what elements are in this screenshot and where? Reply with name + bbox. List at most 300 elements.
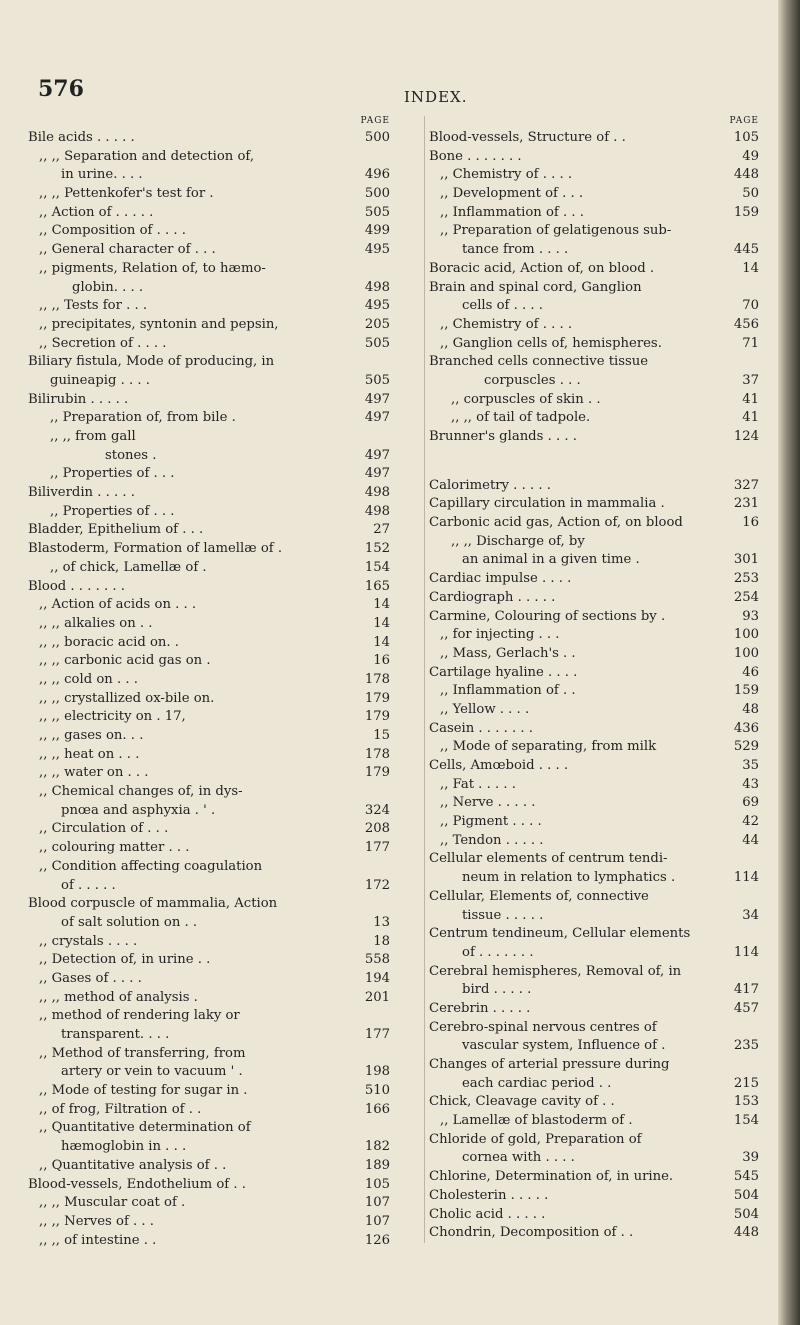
index-entry <box>28 1194 390 1213</box>
index-entry-text: ,, Inflammation of . . <box>440 683 576 699</box>
column-header-page: PAGE <box>360 116 390 126</box>
index-entry-page: 254 <box>733 589 759 605</box>
index-entry-page: 177 <box>364 1027 390 1042</box>
index-entry-text: Cerebrin . . . . . <box>429 1000 531 1016</box>
index-entry-page: 15 <box>373 728 390 743</box>
index-entry-text: Chlorine, Determination of, in urine. <box>429 1169 674 1185</box>
index-entry-text: ,, Preparation of, from bile . <box>50 410 236 426</box>
index-entry <box>28 559 390 578</box>
index-entry <box>28 335 390 354</box>
index-entry <box>429 1019 759 1038</box>
index-entry-text: Cardiac impulse . . . . <box>429 571 572 587</box>
index-entry-text: Cerebro-spinal nervous centres of <box>429 1019 657 1035</box>
index-entry-page: 498 <box>364 485 390 501</box>
index-column-right <box>424 116 759 1243</box>
index-entry-page: 505 <box>364 335 390 351</box>
index-entry <box>429 757 759 776</box>
index-entry-text: ,, Secretion of . . . . <box>39 335 167 351</box>
index-entry-page: 100 <box>733 645 759 661</box>
index-entry <box>28 1176 390 1195</box>
index-entry-page: 42 <box>742 814 759 830</box>
index-entry-page: 500 <box>364 186 390 202</box>
index-entry-text: ,, ,, Tests for . . . <box>39 298 148 314</box>
index-entry-text: ,, General character of . . . <box>39 242 216 258</box>
index-entry-text: Carbonic acid gas, Action of, on blood <box>429 515 683 531</box>
index-entry-text: ,, pigments, Relation of, to hæmo- <box>39 260 266 276</box>
index-entry-text: ,, Quantitative determination of <box>39 1120 251 1136</box>
index-entry <box>28 1138 390 1157</box>
index-entry-page: 497 <box>364 410 390 426</box>
index-entry-text: ,, ,, alkalies on . . <box>39 615 153 631</box>
index-entry-text: ,, Mode of testing for sugar in . <box>39 1083 248 1099</box>
index-entry <box>429 297 759 316</box>
index-entry <box>429 1075 759 1094</box>
index-entry-page: 154 <box>733 1113 759 1129</box>
index-entry-text: ,, Tendon . . . . . <box>440 832 544 848</box>
index-entry-page: 35 <box>742 758 759 773</box>
index-entry-page: 107 <box>364 1195 390 1211</box>
index-entry-text: Cells, Amœboid . . . . <box>429 758 569 773</box>
index-entry <box>429 495 759 514</box>
index-entry <box>429 1206 759 1225</box>
index-entry-text: bird . . . . . <box>462 982 532 998</box>
index-entry-page: 179 <box>364 709 390 725</box>
index-entry <box>429 260 759 279</box>
index-entry <box>28 989 390 1008</box>
index-entry-page: 205 <box>364 316 390 332</box>
index-entry <box>429 720 759 739</box>
index-entry-page: 456 <box>733 316 759 332</box>
index-entry-text: Capillary circulation in mammalia . <box>429 496 665 512</box>
index-entry-page: 107 <box>364 1213 390 1229</box>
index-entry <box>429 409 759 428</box>
index-entry <box>28 671 390 690</box>
index-entry-page: 27 <box>373 522 390 538</box>
index-entry-text: ,, ,, water on . . . <box>39 765 149 781</box>
index-entry <box>28 129 390 148</box>
index-entry-text: ,, ,, cold on . . . <box>39 671 138 687</box>
index-entry-page: 201 <box>364 989 390 1005</box>
index-entry <box>429 1187 759 1206</box>
index-entry-text: vascular system, Influence of . <box>462 1038 666 1054</box>
index-entry-page: 114 <box>733 944 759 960</box>
index-entry-text: Brunner's glands . . . . <box>429 429 577 444</box>
index-entry <box>28 764 390 783</box>
index-entry-page: 16 <box>373 653 390 669</box>
index-entry <box>429 1037 759 1056</box>
index-entry-page: 124 <box>733 429 759 444</box>
index-entry-text: ,, Chemical changes of, in dys- <box>39 784 243 800</box>
index-entry-page: 496 <box>364 167 390 183</box>
index-entry-text: tance from . . . . <box>462 242 569 258</box>
index-entry-text: ,, method of rendering laky or <box>39 1008 240 1024</box>
index-entry-page: 13 <box>373 914 390 930</box>
index-entry <box>28 652 390 671</box>
index-entry <box>28 353 390 372</box>
index-entry-page: 43 <box>742 776 759 792</box>
index-entry <box>28 1007 390 1026</box>
index-entry-text: ,, Composition of . . . . <box>39 223 186 239</box>
index-entry <box>28 1157 390 1176</box>
index-entry-text: ,, Properties of . . . <box>50 503 175 519</box>
index-entry-page: 159 <box>733 204 759 220</box>
index-entry-page: 179 <box>364 690 390 706</box>
index-entry-page: 182 <box>364 1139 390 1155</box>
index-entries-left <box>28 129 390 1250</box>
index-entry <box>28 540 390 559</box>
index-entry <box>28 185 390 204</box>
index-entry <box>429 514 759 533</box>
index-entry <box>28 634 390 653</box>
index-entry-text: Chick, Cleavage cavity of . . <box>429 1094 615 1110</box>
index-entry-page: 495 <box>364 242 390 258</box>
index-entry-text: ,, Ganglion cells of, hemispheres. <box>440 335 662 351</box>
index-entry <box>28 503 390 522</box>
index-entry <box>28 521 390 540</box>
index-entry-text: Cerebral hemispheres, Removal of, in <box>429 963 682 979</box>
section-gap <box>429 447 759 477</box>
index-entry-text: Brain and spinal cord, Ganglion <box>429 279 642 295</box>
index-entry-page: 152 <box>364 541 390 557</box>
index-entry <box>429 850 759 869</box>
index-entry-page: 48 <box>742 701 759 717</box>
index-entry-text: stones . <box>105 447 157 463</box>
index-entry-page: 18 <box>373 933 390 949</box>
index-entry-text: corpuscles . . . <box>484 372 581 388</box>
index-entry-text: Cellular, Elements of, connective <box>429 888 649 904</box>
index-entry-text: Blood corpuscle of mammalia, Action <box>28 896 278 912</box>
index-entry <box>429 551 759 570</box>
index-entry-text: Biliary fistula, Mode of producing, in <box>28 354 275 370</box>
index-entry <box>28 260 390 279</box>
index-entry-page: 100 <box>733 627 759 643</box>
index-entry <box>28 858 390 877</box>
index-entry-page: 215 <box>733 1075 759 1091</box>
index-entry <box>429 963 759 982</box>
index-entry-text: ,, corpuscles of skin . . <box>451 391 601 407</box>
index-entry <box>28 447 390 466</box>
index-entry-text: ,, precipitates, syntonin and pepsin, <box>39 316 279 332</box>
index-entry-page: 16 <box>742 515 759 531</box>
index-entry-page: 44 <box>742 832 759 848</box>
index-entry-text: ,, Yellow . . . . <box>440 701 530 717</box>
index-entry <box>429 477 759 496</box>
index-entry-text: ,, ,, Separation and detection of, <box>39 148 255 164</box>
index-entry <box>28 802 390 821</box>
index-entry-text: Centrum tendineum, Cellular elements <box>429 926 691 942</box>
index-entry <box>429 944 759 963</box>
index-entry-text: Calorimetry . . . . . <box>429 477 551 493</box>
index-entry <box>28 895 390 914</box>
index-entry <box>28 1232 390 1251</box>
index-entry-text: ,, crystals . . . . <box>39 933 138 949</box>
index-entry <box>28 316 390 335</box>
index-entry-page: 14 <box>373 634 390 650</box>
index-entry-page: 324 <box>364 802 390 818</box>
index-entry <box>28 241 390 260</box>
index-entry-page: 39 <box>742 1150 759 1166</box>
index-entry <box>429 316 759 335</box>
index-entry-page: 159 <box>733 683 759 699</box>
index-entry-page: 498 <box>364 503 390 519</box>
index-entry-text: artery or vein to vacuum ' . <box>61 1064 243 1080</box>
index-entry <box>28 727 390 746</box>
index-entry-text: ,, Properties of . . . <box>50 466 175 482</box>
index-entry-page: 71 <box>742 335 759 351</box>
index-entry-text: ,, colouring matter . . . <box>39 840 190 856</box>
index-entry-page: 70 <box>742 298 759 314</box>
index-entry <box>429 794 759 813</box>
index-entry-text: Blood-vessels, Structure of . . <box>429 130 626 145</box>
index-entry-page: 253 <box>733 571 759 587</box>
index-entry <box>429 204 759 223</box>
index-entry-text: ,, Action of acids on . . . <box>39 597 197 613</box>
index-entry-text: ,, Gases of . . . . <box>39 970 142 986</box>
index-entry-text: ,, Mode of separating, from milk <box>440 739 657 755</box>
index-entry-text: neum in relation to lymphatics . <box>462 870 676 886</box>
index-entry-text: ,, Detection of, in urine . . <box>39 952 211 968</box>
index-entry <box>429 533 759 552</box>
index-entry-page: 504 <box>733 1206 759 1222</box>
index-entry-text: Branched cells connective tissue <box>429 354 649 370</box>
index-entry <box>429 776 759 795</box>
index-entry <box>28 615 390 634</box>
index-entry <box>28 708 390 727</box>
index-entry <box>28 279 390 298</box>
index-entry <box>429 981 759 1000</box>
index-entry <box>429 166 759 185</box>
index-entry-text: Changes of arterial pressure during <box>429 1057 670 1072</box>
index-entry <box>28 204 390 223</box>
index-entry <box>429 608 759 627</box>
index-entry-text: Casein . . . . . . . <box>429 720 533 736</box>
index-entry-page: 178 <box>364 746 390 762</box>
index-entry-text: ,, Condition affecting coagulation <box>39 858 263 874</box>
index-entry <box>429 1112 759 1131</box>
index-entry <box>28 690 390 709</box>
index-entry <box>28 970 390 989</box>
index-entry-text: Bladder, Epithelium of . . . <box>28 522 204 538</box>
index-entry <box>28 465 390 484</box>
index-entry-page: 41 <box>742 410 759 426</box>
index-entry-text: ,, ,, heat on . . . <box>39 746 140 762</box>
index-entry-text: ,, Mass, Gerlach's . . <box>440 645 576 661</box>
index-entry-page: 49 <box>742 148 759 164</box>
column-header-page: PAGE <box>729 116 759 126</box>
index-entry-page: 37 <box>742 372 759 388</box>
index-entry-text: Boracic acid, Action of, on blood . <box>429 260 655 276</box>
index-entry <box>28 409 390 428</box>
index-entry <box>429 682 759 701</box>
index-entry-page: 497 <box>364 447 390 463</box>
index-entry-text: Cardiograph . . . . . <box>429 589 556 605</box>
index-entry-text: ,, ,, method of analysis . <box>39 989 198 1005</box>
index-entry-page: 495 <box>364 298 390 314</box>
index-entry-page: 529 <box>733 739 759 755</box>
index-entry-page: 510 <box>364 1083 390 1099</box>
index-entry-page: 153 <box>733 1094 759 1110</box>
index-entry-text: ,, ,, carbonic acid gas on . <box>39 653 211 669</box>
index-entry-page: 558 <box>364 952 390 968</box>
index-entry-page: 499 <box>364 223 390 239</box>
index-entry-text: ,, ,, electricity on . 17, <box>39 709 186 725</box>
index-entry <box>429 222 759 241</box>
index-entry-text: Chondrin, Decomposition of . . <box>429 1225 634 1241</box>
index-entry-page: 448 <box>733 1225 759 1241</box>
index-entry-text: ,, ,, of intestine . . <box>39 1232 157 1248</box>
index-entry <box>429 148 759 167</box>
index-entry-text: of . . . . . <box>61 877 116 893</box>
index-entry <box>28 933 390 952</box>
index-entry-page: 14 <box>373 615 390 631</box>
index-entry-text: ,, Method of transferring, from <box>39 1045 246 1061</box>
index-entry-page: 457 <box>733 1000 759 1016</box>
index-entry-text: Cholesterin . . . . . <box>429 1187 549 1203</box>
index-entry <box>429 925 759 944</box>
index-entry-page: 69 <box>742 795 759 811</box>
index-entry <box>429 888 759 907</box>
index-entry <box>28 297 390 316</box>
index-entry-page: 445 <box>733 242 759 258</box>
index-entry <box>28 820 390 839</box>
index-entry-page: 114 <box>733 870 759 886</box>
index-entry-page: 179 <box>364 765 390 781</box>
index-entry <box>28 839 390 858</box>
index-entry <box>429 701 759 720</box>
index-entry <box>28 222 390 241</box>
page-number: 576 <box>38 76 84 102</box>
index-entry <box>429 353 759 372</box>
index-entry <box>429 645 759 664</box>
index-entry-text: Bone . . . . . . . <box>429 148 522 164</box>
index-entry-text: of salt solution on . . <box>61 914 198 930</box>
index-entry <box>429 832 759 851</box>
index-entry-text: ,, ,, from gall <box>50 429 136 444</box>
index-entry-text: ,, ,, Nerves of . . . <box>39 1213 154 1229</box>
index-entry <box>429 129 759 148</box>
index-entry <box>429 185 759 204</box>
index-entry-text: ,, Quantitative analysis of . . <box>39 1157 227 1173</box>
index-entry-page: 301 <box>733 552 759 568</box>
index-entry-text: Chloride of gold, Preparation of <box>429 1131 642 1147</box>
index-entry-page: 14 <box>742 260 759 276</box>
index-entry-text: ,, ,, Discharge of, by <box>451 533 585 549</box>
index-entry-text: an animal in a given time . <box>462 552 640 568</box>
index-entry-text: in urine. . . . <box>61 167 143 183</box>
index-entry-page: 448 <box>733 167 759 183</box>
index-entry-text: ,, Fat . . . . . <box>440 776 516 792</box>
index-entry-text: hæmoglobin in . . . <box>61 1139 187 1155</box>
index-entry <box>429 1149 759 1168</box>
index-column-left <box>28 116 390 1250</box>
index-entry <box>429 1093 759 1112</box>
index-entry-text: globin. . . . <box>72 279 144 295</box>
index-entry-page: 126 <box>364 1232 390 1248</box>
index-entry-page: 327 <box>733 477 759 493</box>
index-entry-page: 46 <box>742 664 759 680</box>
index-entry <box>429 626 759 645</box>
page-edge-shadow <box>778 0 800 1325</box>
index-entry <box>429 1056 759 1075</box>
index-entry-page: 93 <box>742 608 759 624</box>
index-entry-text: Biliverdin . . . . . <box>28 485 135 501</box>
index-entry <box>28 1101 390 1120</box>
index-entry-text: ,, ,, crystallized ox-bile on. <box>39 690 215 706</box>
index-entry <box>28 1045 390 1064</box>
index-entry-page: 178 <box>364 671 390 687</box>
index-entry-text: ,, Circulation of . . . <box>39 821 169 837</box>
index-entry <box>429 241 759 260</box>
index-entry-page: 505 <box>364 372 390 388</box>
index-entry-page: 498 <box>364 279 390 295</box>
index-entry <box>429 391 759 410</box>
index-entry <box>28 1082 390 1101</box>
index-entry-text: Blastoderm, Formation of lamellæ of . <box>28 541 283 557</box>
index-entry <box>28 914 390 933</box>
index-entry-text: ,, Lamellæ of blastoderm of . <box>440 1113 633 1129</box>
index-entry-page: 497 <box>364 391 390 407</box>
index-entry <box>429 1224 759 1243</box>
index-entry <box>28 783 390 802</box>
index-entry-page: 177 <box>364 840 390 856</box>
index-entry-text: ,, Nerve . . . . . <box>440 795 536 811</box>
index-entry <box>429 813 759 832</box>
index-entry-page: 165 <box>364 578 390 594</box>
index-entry-text: tissue . . . . . <box>462 907 544 923</box>
index-entry <box>28 1026 390 1045</box>
index-entry-text: ,, Action of . . . . . <box>39 204 154 220</box>
index-entry-text: Blood . . . . . . . <box>28 578 125 594</box>
index-entry <box>429 907 759 926</box>
index-entry-text: ,, Pigment . . . . <box>440 814 542 830</box>
index-entry-page: 500 <box>364 130 390 145</box>
index-entry-page: 235 <box>733 1038 759 1054</box>
index-entry <box>28 1213 390 1232</box>
index-entry <box>429 428 759 447</box>
index-entry-page: 504 <box>733 1187 759 1203</box>
running-head: INDEX. <box>404 88 468 106</box>
index-entry <box>28 484 390 503</box>
index-entry-page: 41 <box>742 391 759 407</box>
index-entry-page: 417 <box>733 982 759 998</box>
index-entry <box>429 738 759 757</box>
index-entry-text: Cellular elements of centrum tendi- <box>429 851 668 867</box>
index-entry-page: 189 <box>364 1157 390 1173</box>
index-entry-page: 194 <box>364 970 390 986</box>
index-entries-right <box>429 129 759 1243</box>
index-entry-text: ,, for injecting . . . <box>440 627 560 643</box>
index-entry <box>429 1000 759 1019</box>
index-entry <box>429 372 759 391</box>
index-entry-text: ,, of chick, Lamellæ of . <box>50 559 207 575</box>
index-entry-page: 231 <box>733 496 759 512</box>
index-entry <box>429 664 759 683</box>
index-entry-page: 105 <box>733 130 759 145</box>
index-entry-text: transparent. . . . <box>61 1027 170 1042</box>
index-entry-text: Bilirubin . . . . . <box>28 391 129 407</box>
index-entry-text: ,, Chemistry of . . . . <box>440 316 573 332</box>
index-entry-text: guineapig . . . . <box>50 372 150 388</box>
index-entry <box>28 877 390 896</box>
index-entry <box>429 589 759 608</box>
index-entry-page: 497 <box>364 466 390 482</box>
index-entry <box>429 869 759 888</box>
index-entry-text: Blood-vessels, Endothelium of . . <box>28 1176 246 1192</box>
index-entry <box>28 372 390 391</box>
index-entry-text: ,, Preparation of gelatigenous sub- <box>440 223 672 239</box>
index-entry-text: cornea with . . . . <box>462 1150 575 1166</box>
index-entry <box>28 951 390 970</box>
